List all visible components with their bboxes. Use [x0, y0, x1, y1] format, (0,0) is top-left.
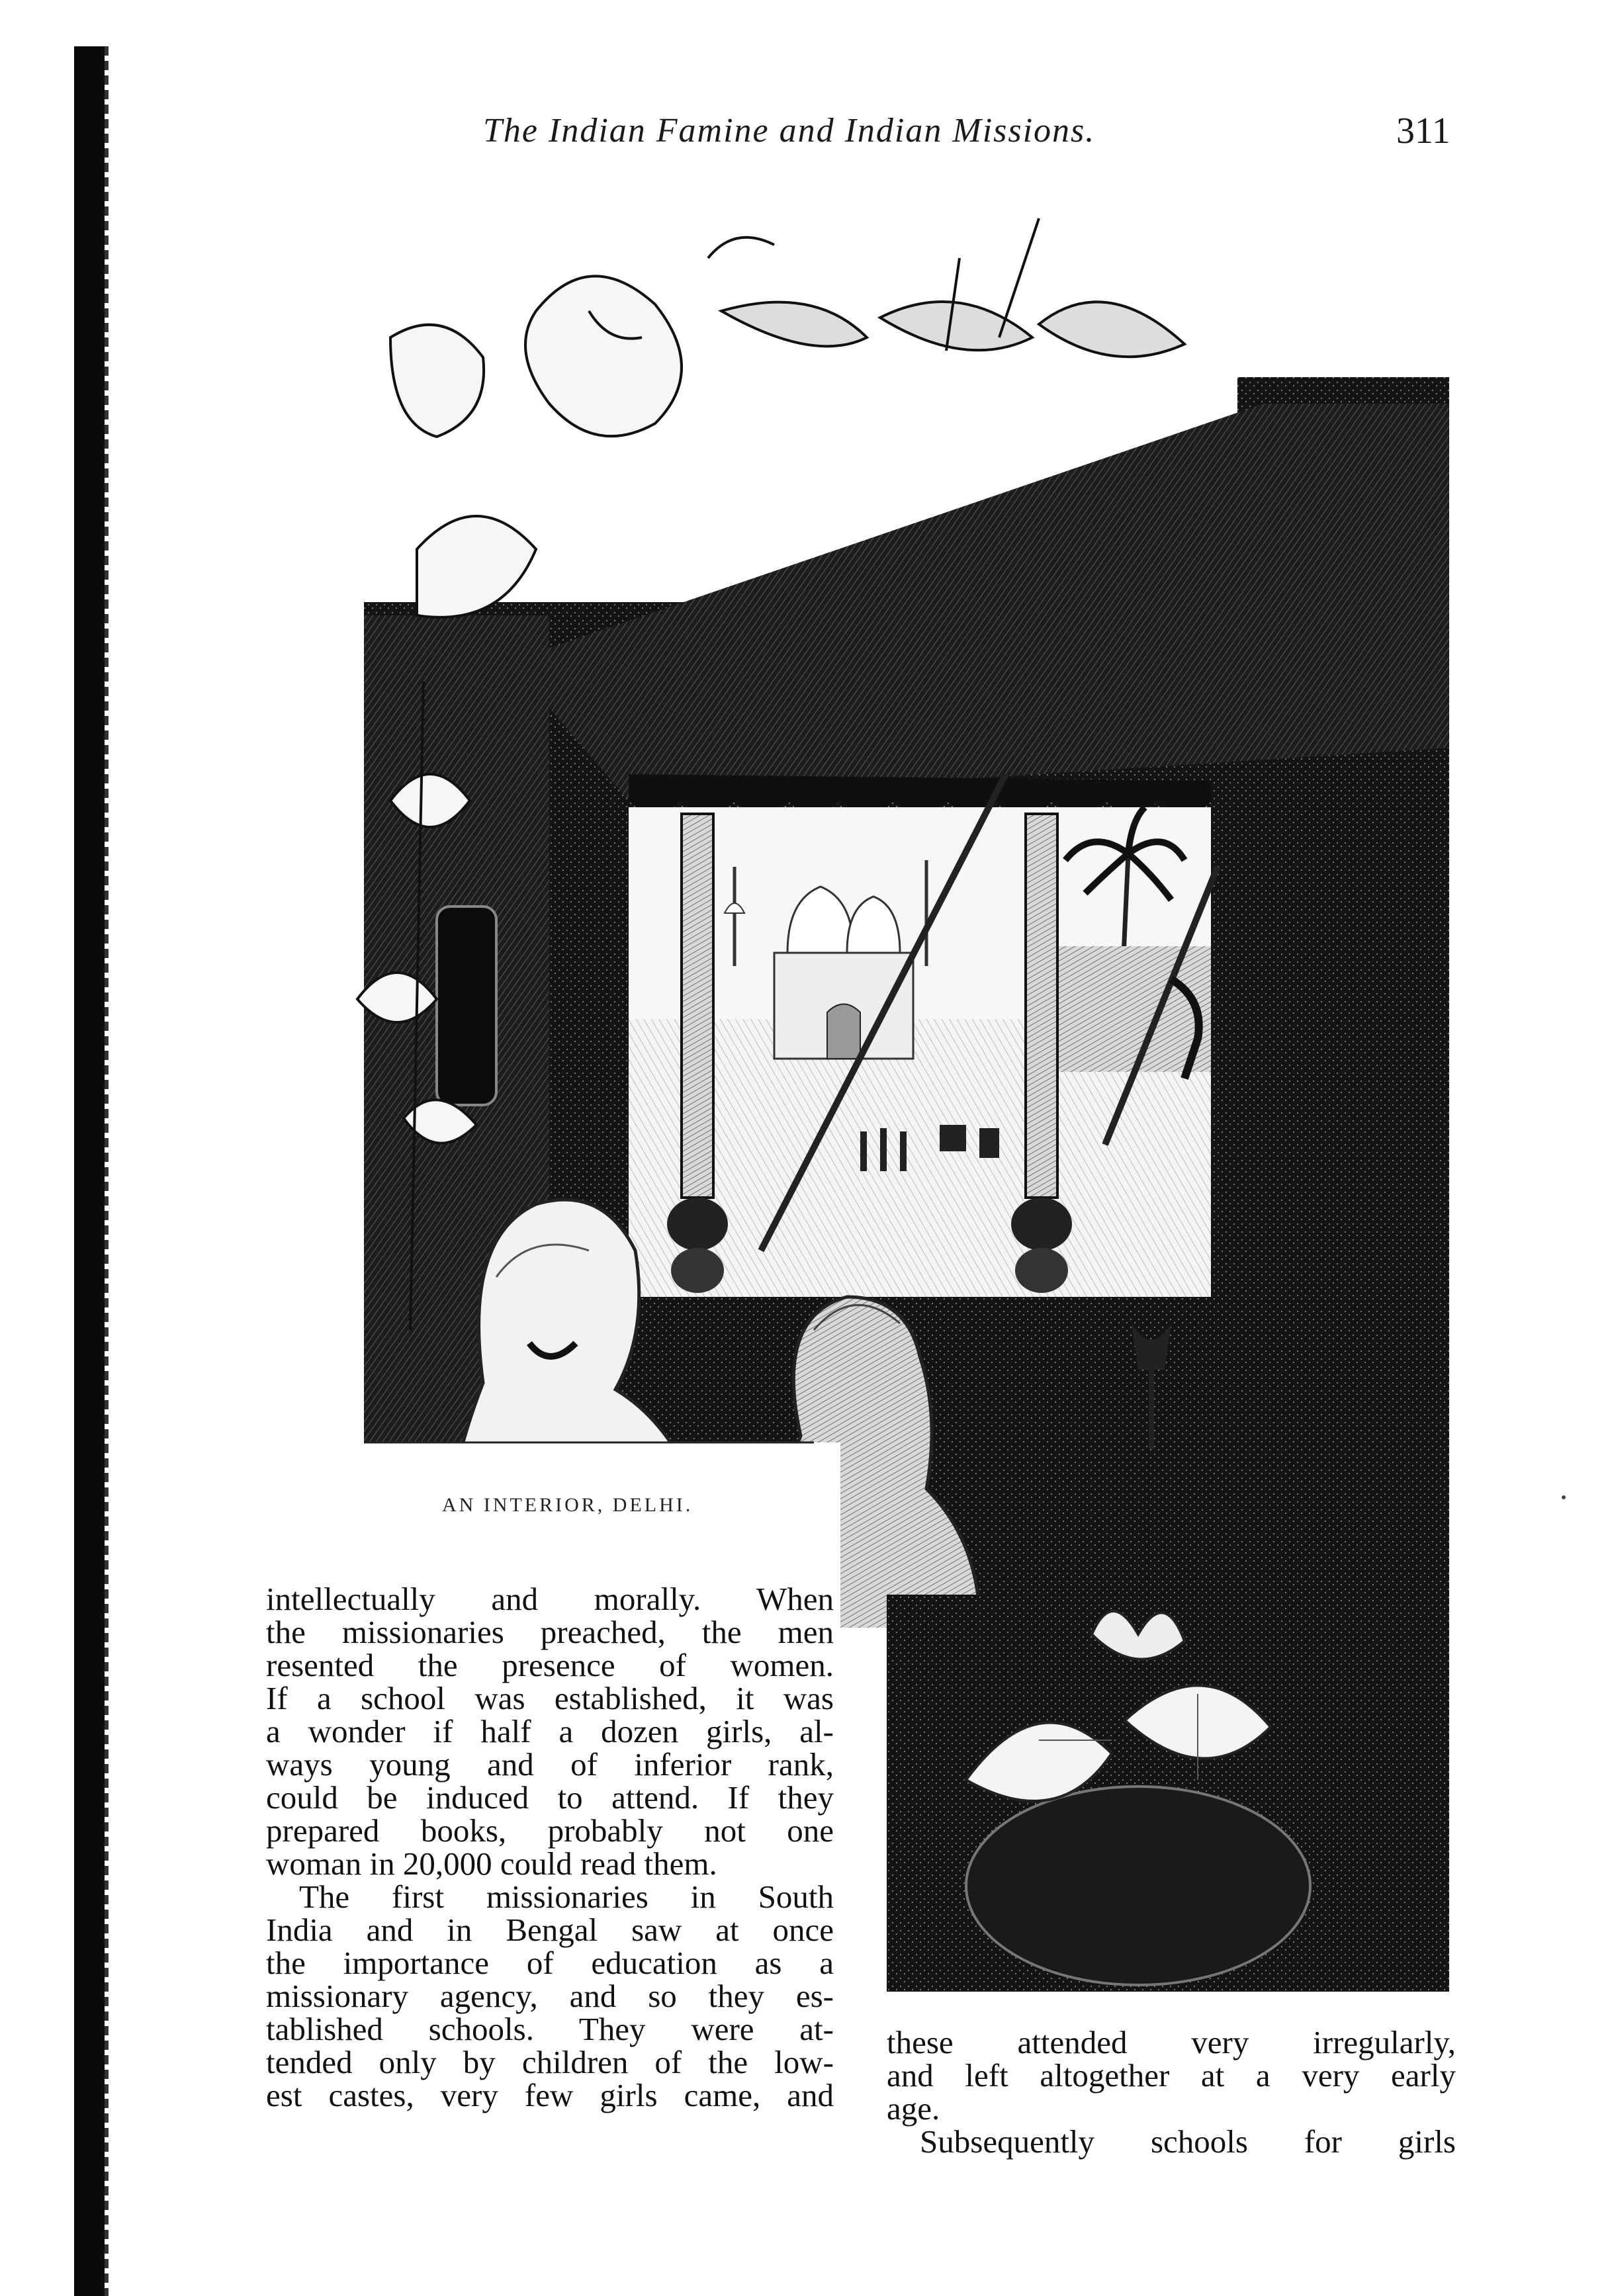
text-line: est castes, very few girls came, and: [266, 2077, 834, 2113]
ink-speck: [1562, 1495, 1566, 1499]
lotus-planter: [887, 1595, 1449, 1992]
text-line: age.: [887, 2090, 940, 2127]
book-spine-edge: [105, 46, 109, 2296]
text-line: the importance of education as a: [266, 1945, 834, 1981]
text-line: resented the presence of women.: [266, 1647, 834, 1683]
illustration-caption: AN INTERIOR, DELHI.: [442, 1494, 693, 1516]
right-text-column: [887, 2026, 1456, 2158]
text-line: woman in 20,000 could read them.: [266, 1845, 717, 1882]
text-line: and left altogether at a very early: [887, 2057, 1456, 2094]
text-line: tended only by children of the low-: [266, 2044, 834, 2080]
text-line: these attended very irregularly,: [887, 2024, 1456, 2060]
text-line: a wonder if half a dozen girls, al-: [266, 1713, 834, 1749]
text-line: intellectually and morally. When: [266, 1581, 834, 1617]
text-line: The first missionaries in South: [299, 1878, 834, 1915]
text-line: missionary agency, and so they es-: [266, 1978, 834, 2014]
text-line: tablished schools. They were at-: [266, 2011, 834, 2047]
running-head: The Indian Famine and Indian Missions.: [483, 112, 1096, 150]
left-text-column: [266, 1583, 834, 2112]
text-line: could be induced to attend. If they: [266, 1779, 834, 1816]
book-spine-shadow: [74, 46, 105, 2296]
text-line: Subsequently schools for girls: [920, 2123, 1456, 2160]
text-line: If a school was established, it was: [266, 1680, 834, 1716]
text-line: the missionaries preached, the men: [266, 1614, 834, 1650]
text-line: prepared books, probably not one: [266, 1812, 834, 1849]
page-number: 311: [1396, 110, 1450, 152]
text-line: ways young and of inferior rank,: [266, 1746, 834, 1783]
text-line: India and in Bengal saw at once: [266, 1912, 834, 1948]
